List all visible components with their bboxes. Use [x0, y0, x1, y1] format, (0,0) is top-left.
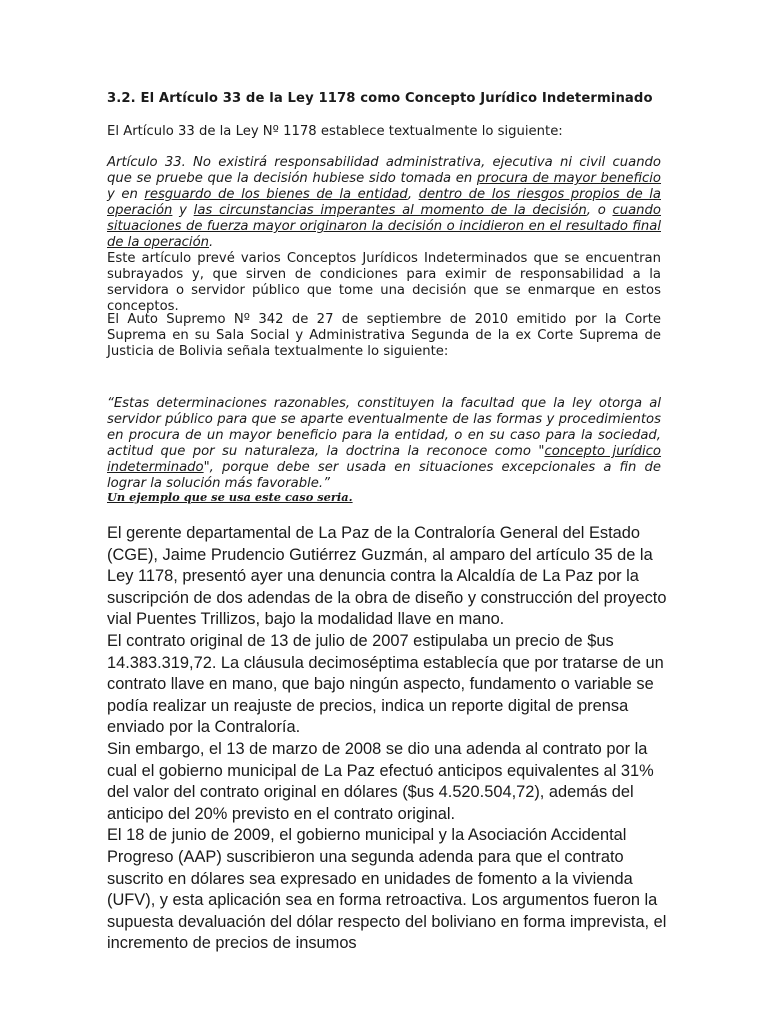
article-text: Artículo 33. No existirá responsabilidad administrativa, ejecutiva ni civil cuando que se pruebe que la decisión hubiese sido tomada en — [107, 155, 661, 186]
auto-supremo-paragraph: El Auto Supremo Nº 342 de 27 de septiembre de 2010 emitido por la Corte Suprema en su Sala Social y Administrativa Segunda de la ex Corte Suprema de Justicia de Bolivia señala textualmente lo siguiente: — [107, 312, 661, 359]
concept-juridico-indeterminado: concepto jurídico indeterminado — [107, 444, 662, 475]
article-text: , — [407, 187, 419, 202]
concept-riesgos: dentro de los riesgos propios de la operación — [107, 187, 661, 218]
article-text: , o — [586, 203, 613, 218]
concept-resguardo: resguardo de los bienes de la entidad — [144, 187, 408, 202]
body-paragraph: El gerente departamental de La Paz de la Contraloría General del Estado (CGE), Jaime Prudencio Gutiérrez Guzmán, al amparo del artículo 35 de la Ley 1178, presentó ayer una denuncia contra la Alcaldía de La Paz por la suscripción de dos adendas de la obra de diseño y construcción del proyecto vial Puentes Trillizos, bajo la modalidad llave en mano. — [107, 524, 667, 629]
quote-text: ", porque debe ser usada en situaciones excepcionales a fin de lograr la solución más favorable.” — [107, 460, 661, 491]
article-text: y en — [107, 187, 145, 202]
concept-procura: procura de mayor beneficio — [476, 171, 662, 186]
example-body — [107, 523, 667, 955]
body-paragraph: El contrato original de 13 de julio de 2007 estipulaba un precio de $us 14.383.319,72. La cláusula decimoséptima establecía que por tratarse de un contrato llave en mano, que bajo ningún aspecto, fundamento o variable se podía realizar un reajuste de precios, indica un reporte digital de prensa enviado por la Contraloría. — [107, 631, 664, 737]
body-paragraph: Sin embargo, el 13 de marzo de 2008 se dio una adenda al contrato por la cual el gobierno municipal de La Paz efectuó anticipos equivalentes al 31% del valor del contrato original en dólares ($us 4.520.504,72), además del anticipo del 20% previsto en el contrato original. — [107, 739, 654, 823]
quote-paragraph — [107, 396, 661, 492]
intro-paragraph: El Artículo 33 de la Ley Nº 1178 establece textualmente lo siguiente: — [107, 124, 563, 139]
explanation-paragraph: Este artículo prevé varios Conceptos Jurídicos Indeterminados que se encuentran subrayados y, que sirven de condiciones para eximir de responsabilidad a la servidora o servidor público que tome una decisión que se enmarque en estos conceptos. — [107, 251, 661, 314]
section-heading: 3.2. El Artículo 33 de la Ley 1178 como Concepto Jurídico Indeterminado — [107, 91, 653, 106]
article-33-text — [107, 155, 661, 251]
quote-text: “Estas determinaciones razonables, constituyen la facultad que la ley otorga al servidor público para que se aparte eventualmente de las formas y procedimientos en procura de un mayor beneficio para la entidad, o en su caso para la sociedad, actitud que por su naturaleza, la doctrina la reconoce como " — [107, 396, 661, 459]
concept-fuerza-mayor: cuando situaciones de fuerza mayor originaron la decisión o incidieron en el resultado final de la operación — [107, 203, 661, 250]
example-heading: Un ejemplo que se usa este caso seria. — [107, 490, 353, 504]
concept-circunstancias: las circunstancias imperantes al momento de la decisión — [193, 203, 587, 218]
article-text: . — [209, 235, 214, 250]
article-text: y — [172, 203, 194, 218]
body-paragraph: El 18 de junio de 2009, el gobierno municipal y la Asociación Accidental Progreso (AAP) suscribieron una segunda adenda para que el contrato suscrito en dólares sea expresado en unidades de fomento a la vivienda (UFV), y esta aplicación sea en forma retroactiva. Los argumentos fueron la supuesta devaluación del dólar respecto del boliviano en forma imprevista, el incremento de precios de insumos — [107, 826, 667, 953]
